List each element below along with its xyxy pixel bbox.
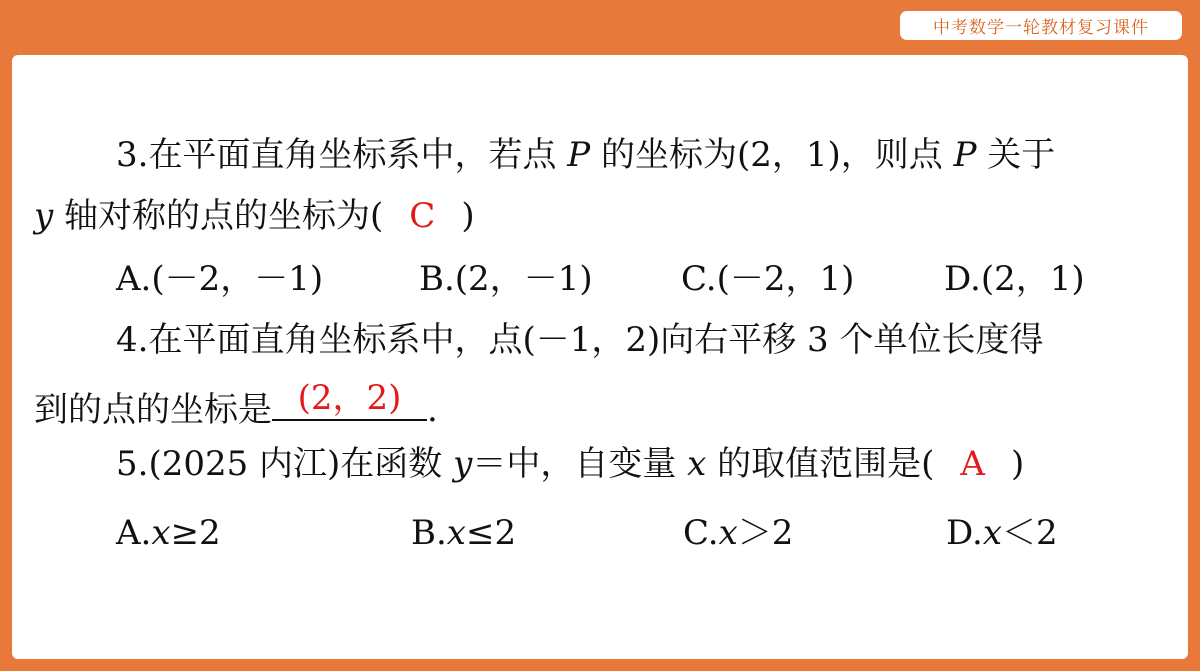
q4-answer: (2，2): [297, 378, 402, 418]
q3-line1-suffix: 关于: [976, 135, 1056, 175]
q3-line2-close: ): [461, 196, 475, 236]
q3-var-p-1: P: [567, 135, 591, 175]
q5-choice-a-label: A.: [116, 513, 152, 553]
q3-var-p-2: P: [953, 135, 977, 175]
q3-choice-a: A.(－2，－1): [116, 259, 324, 299]
q5-line1-mid: ＝中，自变量: [472, 444, 688, 484]
q5-choice-c-rel: ＞2: [737, 513, 794, 553]
q5-answer: A: [960, 444, 985, 484]
q4-line-1: 4.在平面直角坐标系中，点(－1，2)向右平移 3 个单位长度得: [116, 320, 1044, 360]
course-title-badge: 中考数学一轮教材复习课件: [900, 11, 1182, 40]
q5-choice-d-rel: ＜2: [1002, 513, 1058, 553]
q5-line1-suffix: 的取值范围是(: [706, 444, 935, 484]
q3-line1-mid: 的坐标为(2，1)，则点: [590, 135, 954, 175]
q3-line1-prefix: 3.在平面直角坐标系中，若点: [116, 135, 568, 175]
q3-answer: C: [409, 196, 436, 236]
q5-choice-b-rel: ≤2: [465, 513, 517, 553]
q3-var-y: y: [34, 196, 54, 236]
q5-choice-d-label: D.: [946, 513, 983, 553]
q5-choice-c-label: C.: [683, 513, 719, 553]
q5-choice-b-label: B.: [411, 513, 447, 553]
q5-choice-a-var: x: [151, 513, 171, 553]
q3-choice-c: C.(－2，1): [681, 259, 855, 299]
content-panel: [12, 55, 1188, 659]
q3-line2-text: 轴对称的点的坐标为(: [53, 196, 384, 236]
q5-var-y: y: [453, 444, 473, 484]
q3-choice-d: D.(2，1): [944, 259, 1085, 299]
q5-choice-d-var: x: [982, 513, 1003, 553]
q5-choice-b-var: x: [446, 513, 466, 553]
q5-line1-close: ): [1010, 444, 1025, 484]
q5-choice-a-rel: ≥2: [170, 513, 221, 553]
q5-var-x: x: [687, 444, 707, 484]
q4-line2-prefix: 到的点的坐标是: [34, 390, 272, 430]
q3-choice-b: B.(2，－1): [419, 259, 593, 299]
q5-choice-c-var: x: [718, 513, 738, 553]
q5-line1-prefix: 5.(2025 内江)在函数: [116, 444, 454, 484]
q4-line2-suffix: .: [427, 390, 438, 430]
